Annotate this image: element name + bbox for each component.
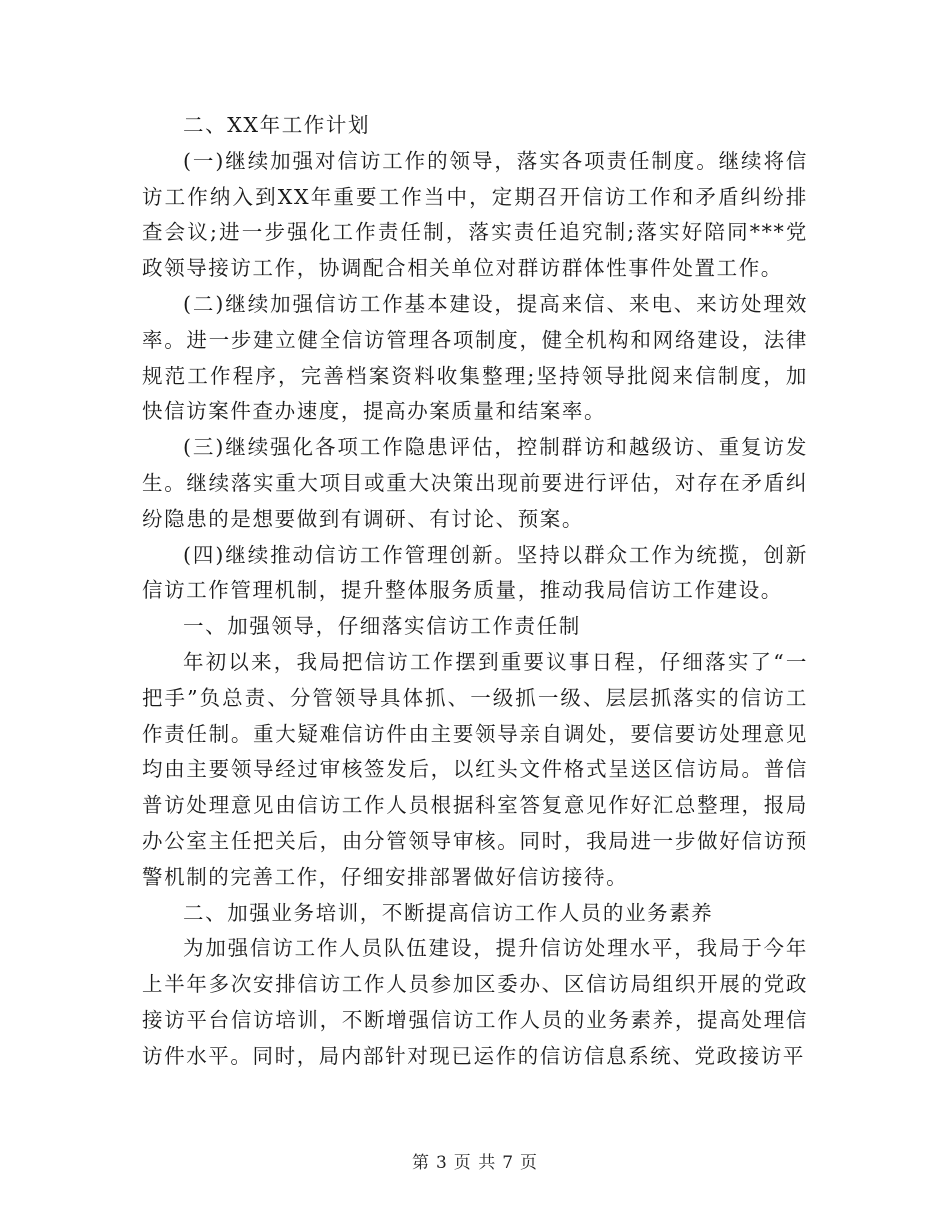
paragraph-item-4: (四)继续推动信访工作管理创新。坚持以群众工作为统揽，创新信访工作管理机制，提升整体服务质量，推动我局信访工作建设。 bbox=[142, 542, 808, 603]
paragraph-item-1: (一)继续加强对信访工作的领导，落实各项责任制度。继续将信访工作纳入到XX年重要工作当中，定期召开信访工作和矛盾纠纷排查会议;进一步强化工作责任制，落实责任追究制;落实好陪同***党政领导接访工作，协调配合相关单位对群访群体性事件处置工作。 bbox=[142, 148, 808, 281]
paragraph-item-3: (三)继续强化各项工作隐患评估，控制群访和越级访、重复访发生。继续落实重大项目或重大决策出现前要进行评估，对存在矛盾纠纷隐患的是想要做到有调研、有讨论、预案。 bbox=[142, 435, 808, 531]
page-footer bbox=[0, 1148, 950, 1173]
paragraph-item-2: (二)继续加强信访工作基本建设，提高来信、来电、来访处理效率。进一步建立健全信访管理各项制度，健全机构和网络建设，法律规范工作程序，完善档案资料收集整理;坚持领导批阅来信制度，加快信访案件查办速度，提高办案质量和结案率。 bbox=[142, 291, 808, 424]
paragraph-training: 为加强信访工作人员队伍建设，提升信访处理水平，我局于今年上半年多次安排信访工作人员参加区委办、区信访局组织开展的党政接访平台信访培训，不断增强信访工作人员的业务素养，提高处理信访件水平。同时，局内部针对现已运作的信访信息系统、党政接访平 bbox=[142, 936, 808, 1068]
section-heading-leadership: 一、加强领导，仔细落实信访工作责任制 bbox=[183, 614, 581, 639]
footer-middle: 页 共 bbox=[453, 1153, 497, 1173]
section-heading-plan: 二、XX年工作计划 bbox=[183, 113, 371, 137]
footer-prefix: 第 bbox=[411, 1153, 430, 1173]
footer-suffix: 页 bbox=[520, 1153, 539, 1173]
document-body bbox=[142, 108, 808, 1075]
footer-current-page: 3 bbox=[435, 1153, 448, 1173]
footer-total-pages: 7 bbox=[502, 1153, 515, 1173]
paragraph-leadership: 年初以来，我局把信访工作摆到重要议事日程，仔细落实了“一把手”负总责、分管领导具体抓、一级抓一级、层层抓落实的信访工作责任制。重大疑难信访件由主要领导亲自调处，要信要访处理意见均由主要领导经过审核签发后，以红头文件格式呈送区信访局。普信普访处理意见由信访工作人员根据科室答复意见作好汇总整理，报局办公室主任把关后，由分管领导审核。同时，我局进一步做好信访预警机制的完善工作，仔细安排部署做好信访接待。 bbox=[142, 649, 808, 889]
section-heading-training: 二、加强业务培训，不断提高信访工作人员的业务素养 bbox=[183, 900, 714, 925]
